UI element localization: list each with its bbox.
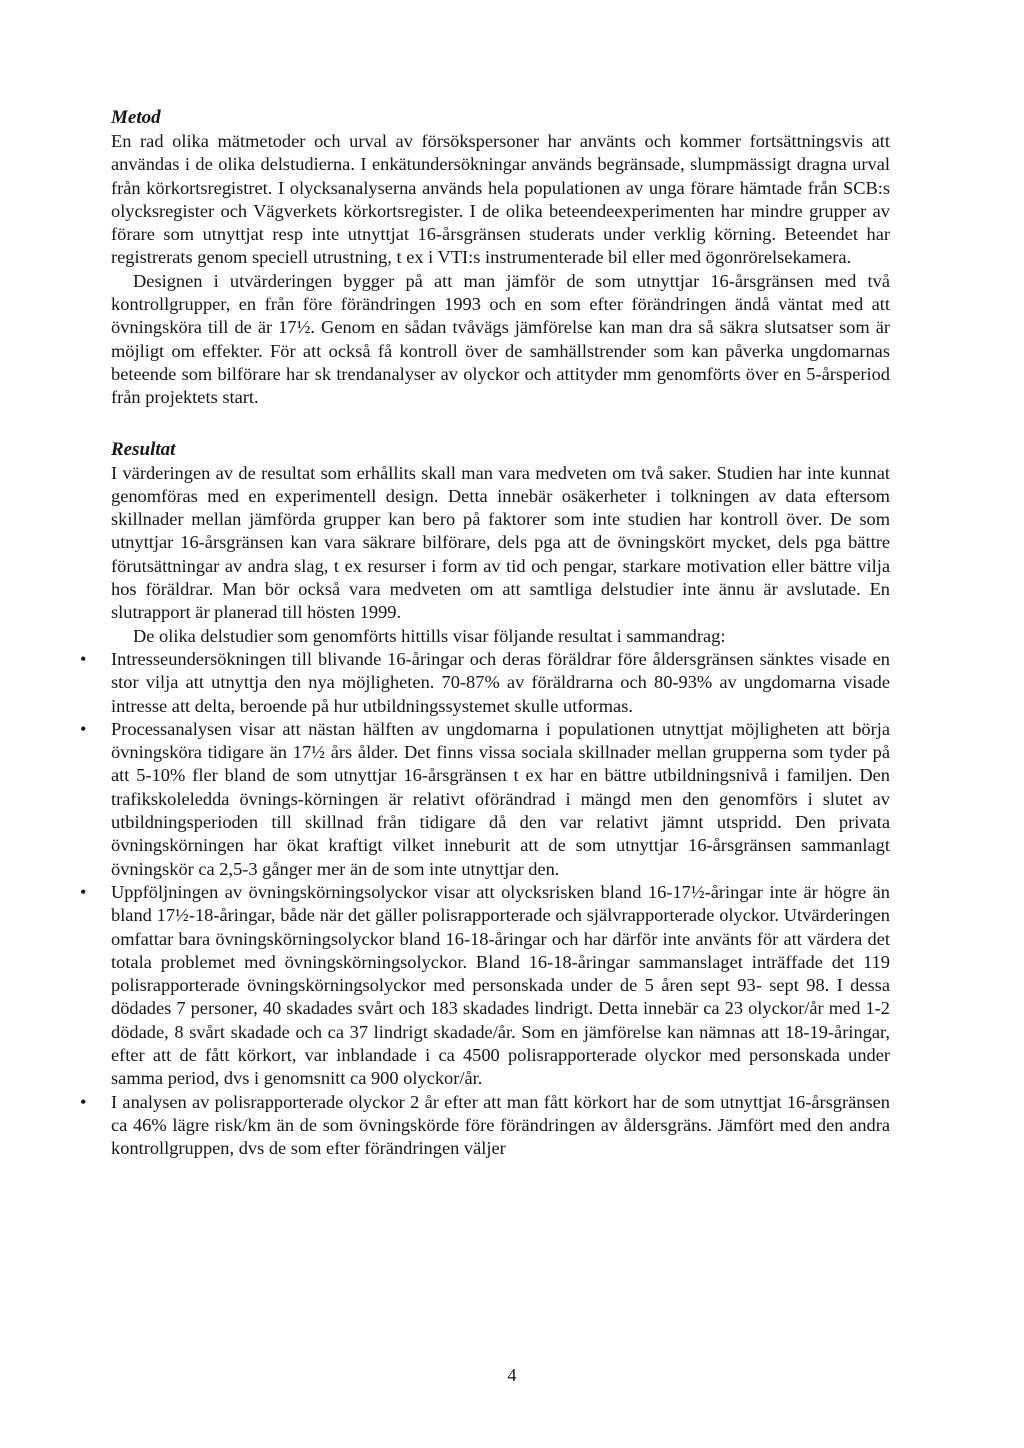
section-spacer (111, 410, 890, 438)
resultat-heading: Resultat (111, 438, 176, 460)
resultat-paragraph-1: I värderingen av de resultat som erhållits skall man vara medveten om två saker. Studien har inte kunnat genomföras med en experimentell design. Detta innebär osäkerheter i tolkningen av data eftersom skillnader mellan jämförda grupper kan bero på faktorer som inte studien har kontroll över. De som utnyttjar 16-årsgränsen kan vara säkrare bilförare, dels pga att de övningskört mycket, dels pga bättre förutsättningar av andra slag, t ex resurser i form av tid och pengar, starkare motivation eller bättre vilja hos föräldrar. Man bör också vara medveten om att samtliga delstudier inte ännu är avslutade. En slutrapport är planerad till hösten 1999. (111, 462, 890, 623)
resultat-paragraph-2: De olika delstudier som genomförts hittills visar följande resultat i sammandrag: (133, 625, 726, 646)
bullet-icon: • (80, 718, 87, 739)
list-item (80, 881, 890, 1091)
page-number: 4 (507, 1365, 517, 1385)
bullet-icon: • (80, 648, 87, 669)
list-item (80, 718, 890, 881)
bullet-text: Uppföljningen av övningskörningsolyckor visar att olycksrisken bland 16-17½-åringar inte är högre än bland 17½-18-åringar, både när det gäller polisrapporterade och självrapporterade olyckor. Utvärderingen omfattar bara övningskörningsolyckor bland 16-18-åringar och har därför inte använts för att värdera det totala problemet med övningskörningsolyckor. Bland 16-18-åringar sammanslaget inträffade det 119 polisrapporterade övningskörningsolyckor med personskada under de 5 åren sept 93- sept 98. I dessa dödades 7 personer, 40 skadades svårt och 183 skadades lindrigt. Detta innebär ca 23 olyckor/år med 1-2 dödade, 8 svårt skadade och ca 37 lindrigt skadade/år. Som en jämförelse kan nämnas att 18-19-åringar, efter att de fått körkort, var inblandade i ca 4500 polisrapporterade olyckor med personskada under samma period, dvs i genomsnitt ca 900 olyckor/år. (111, 881, 890, 1089)
results-bullet-list (80, 648, 890, 1161)
bullet-icon: • (80, 1091, 87, 1112)
bullet-text: I analysen av polisrapporterade olyckor 2 år efter att man fått körkort har de som utnyttjat 16-årsgränsen ca 46% lägre risk/km än de som övningskörde före förändringen av åldersgräns. Jämfört med den andra kontrollgruppen, dvs de som efter förändringen väljer (111, 1091, 890, 1159)
list-item (80, 1091, 890, 1161)
bullet-icon: • (80, 881, 87, 902)
page-content (80, 106, 890, 1160)
bullet-text: Intresseundersökningen till blivande 16-åringar och deras föräldrar före åldersgränsen sänktes visade en stor vilja att utnyttja den nya möjligheten. 70-87% av föräldrarna och 80-93% av ungdomarna visade intresse att delta, beroende på hur utbildningssystemet skulle utformas. (111, 648, 890, 716)
list-item (80, 648, 890, 718)
metod-heading: Metod (111, 107, 161, 128)
metod-paragraph-2: Designen i utvärderingen bygger på att man jämför de som utnyttjar 16-årsgränsen med två kontrollgrupper, en från före förändringen 1993 och en som efter förändringen ändå väntat med att övningsköra till de är 17½. Genom en sådan tvåvägs jämförelse kan man dra så säkra slutsatser som är möjligt om effekter. För att också få kontroll över de samhällstrender som kan påverka ungdomarnas beteende som bilförare har sk trendanalyser av olyckor och attityder mm genomförts över en 5-årsperiod från projektets start. (111, 270, 890, 408)
metod-section (111, 106, 890, 410)
metod-paragraph-1: En rad olika mätmetoder och urval av försökspersoner har använts och kommer fortsättningsvis att användas i de olika delstudierna. I enkätundersökningar används begränsade, slumpmässigt dragna urval från körkortsregistret. I olycksanalyserna används hela populationen av unga förare hämtade från SCB:s olycksregister och Vägverkets körkortsregister. I de olika beteendeexperimenten har mindre grupper av förare som utnyttjat resp inte utnyttjat 16-årsgränsen studerats under verklig körning. Beteendet har registrerats genom speciell utrustning, t ex i VTI:s instrumenterade bil eller med ögonrörelsekamera. (111, 131, 890, 268)
bullet-text: Processanalysen visar att nästan hälften av ungdomarna i populationen utnyttjat möjligheten att börja övningsköra tidigare än 17½ års ålder. Det finns vissa sociala skillnader mellan grupperna som tyder på att 5-10% fler bland de som utnyttjar 16-årsgränsen t ex har en bättre utbildningsnivå i familjen. Den trafikskoleledda övnings-körningen är relativt oförändrad i mängd men den genomförs i slutet av utbildningsperioden till skillnad från tidigare då den var relativt jämnt utspridd. Den privata övningskörningen har ökat kraftigt vilket inneburit att de som utnyttjar 16-årsgränsen sammanlagt övningskör ca 2,5-3 gånger mer än de som inte utnyttjar den. (111, 718, 890, 879)
resultat-section (80, 438, 890, 1161)
